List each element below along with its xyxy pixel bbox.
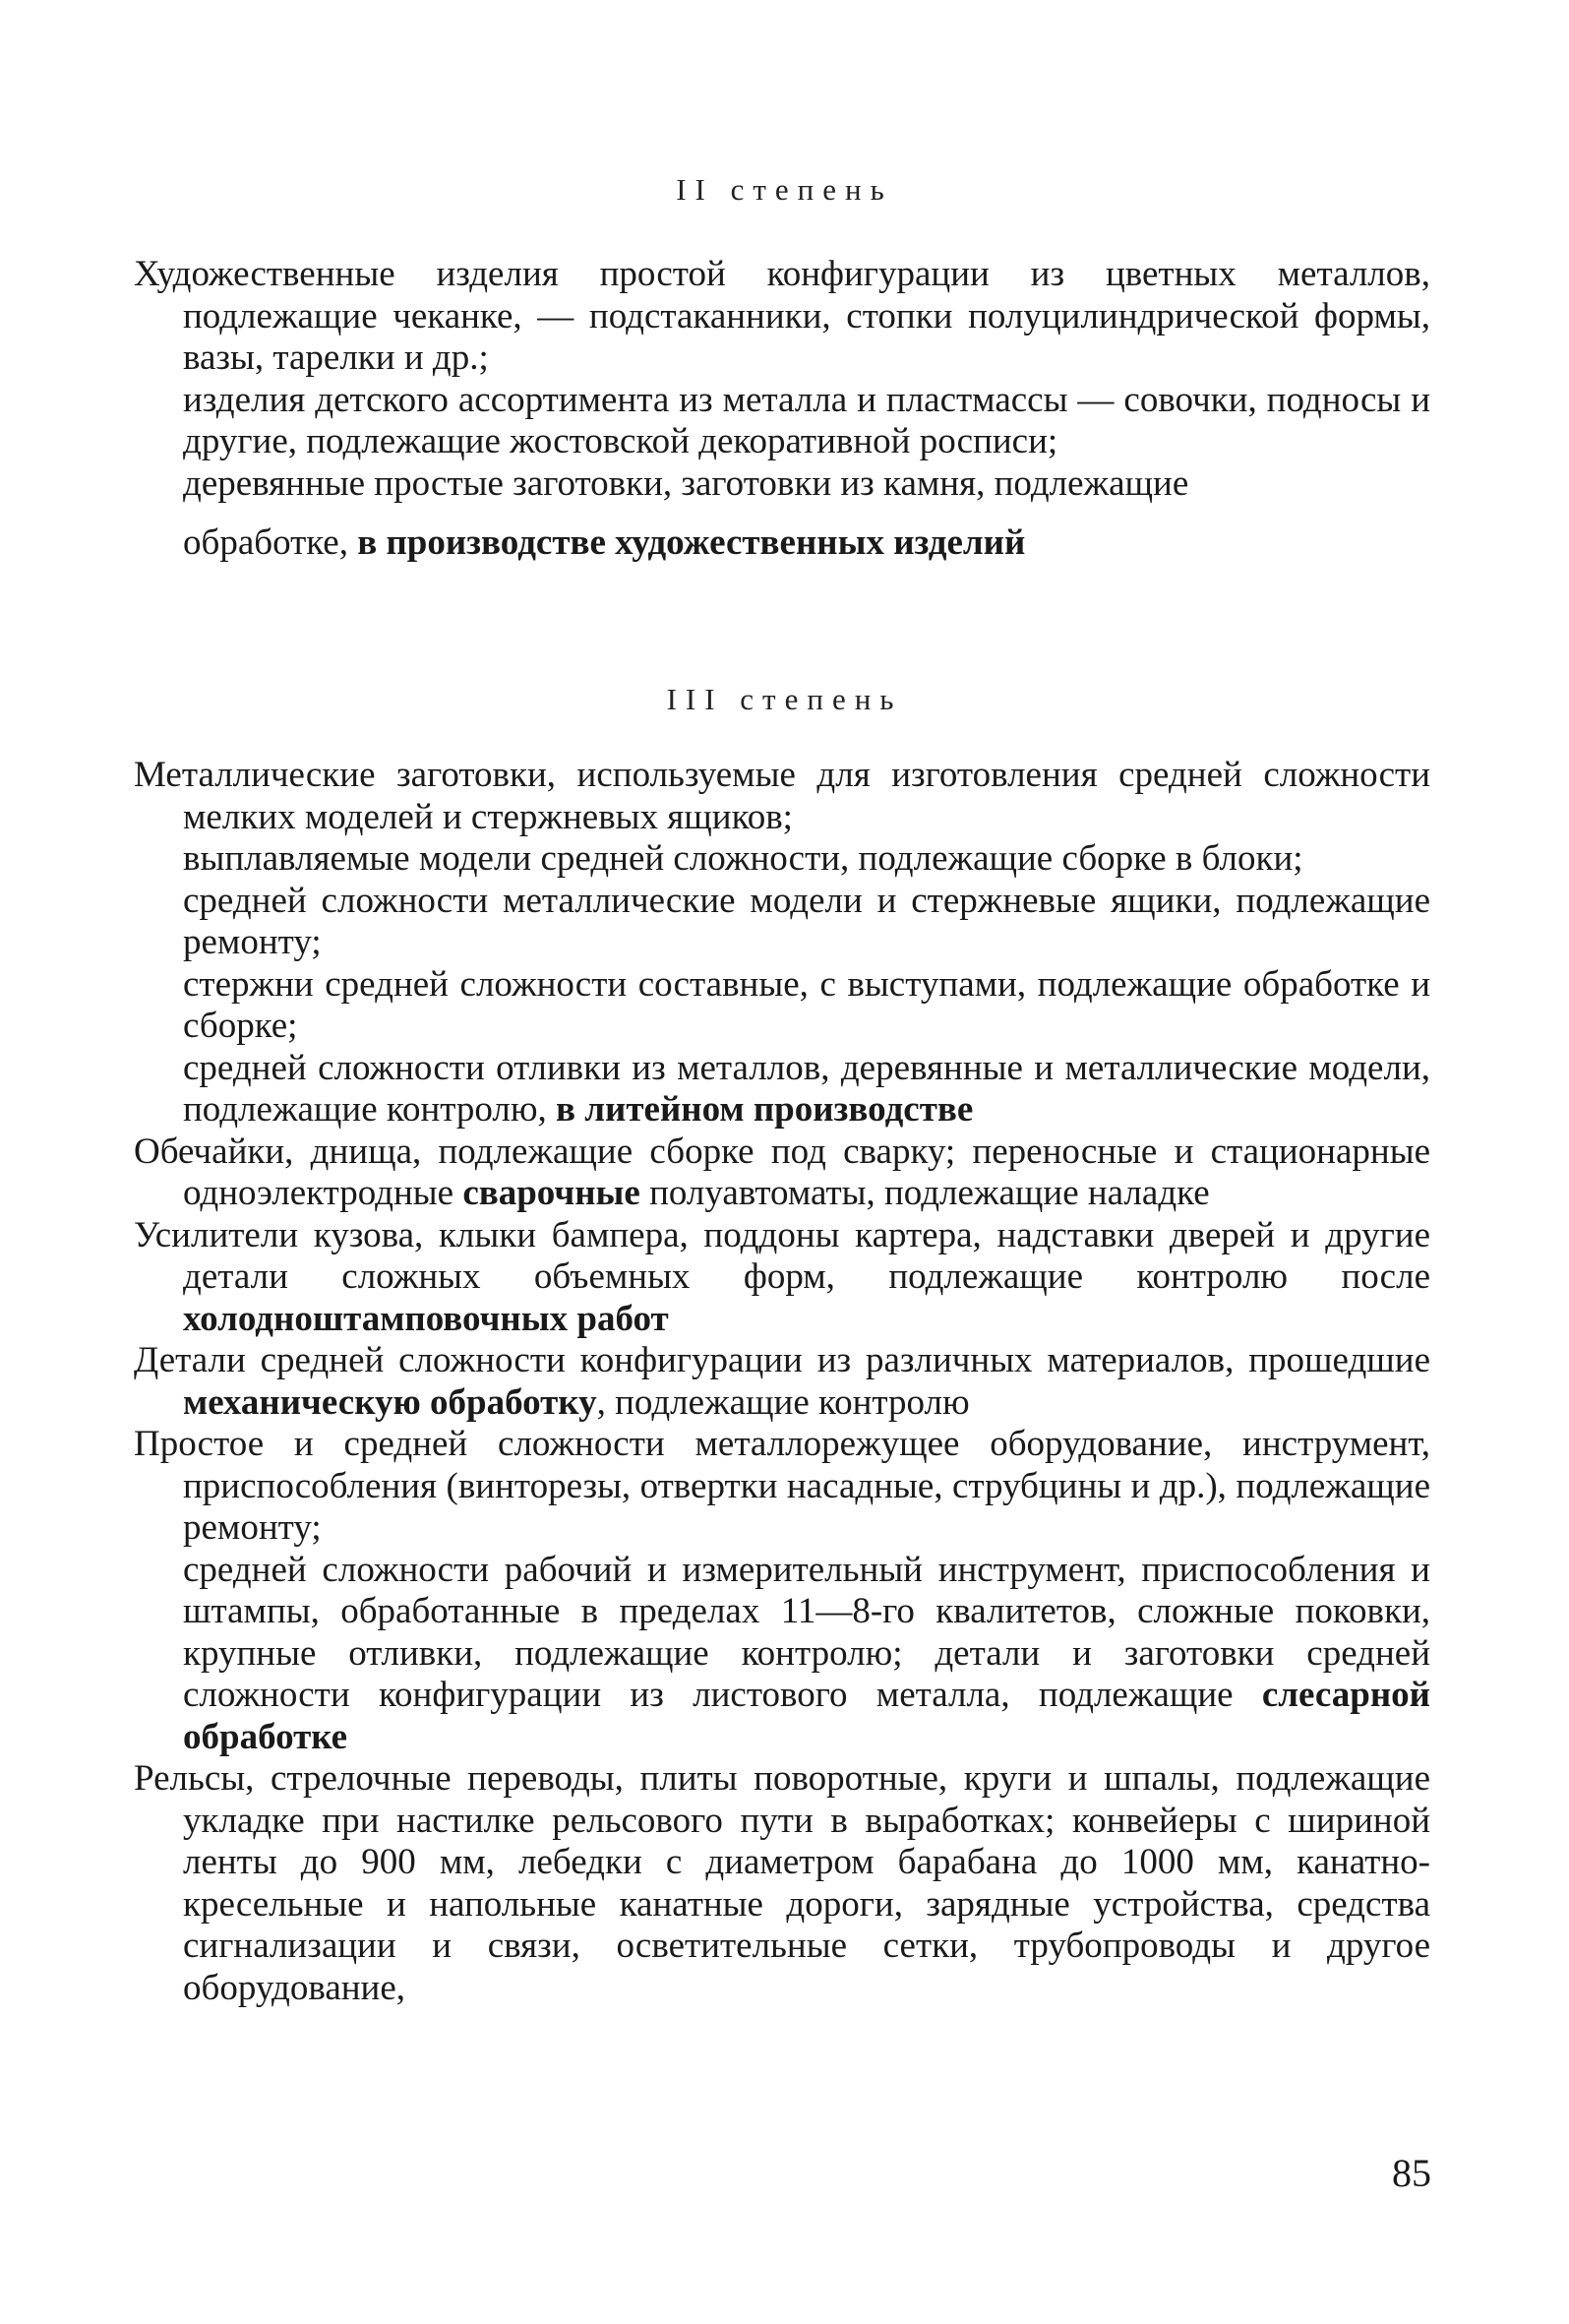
paragraph (134, 1131, 1430, 1215)
paragraph: средней сложности металлические модели и стержневые ящики, подлежащие ремонту; (183, 880, 1430, 962)
paragraph: Простое и средней сложности металлорежущее оборудование, инструмент, приспособления (винторезы, отвертки насадные, струбцины и др.), подлежащие ремонту; (134, 1424, 1430, 1548)
paragraph-line (183, 522, 1430, 565)
bold-term: механическую обработку (183, 1381, 597, 1423)
paragraph (134, 1048, 1430, 1131)
paragraph-text: средней сложности рабочий и измерительный инструмент, приспособления и штампы, обработанные в пределах 11—8-го квалитетов, сложные поковки, крупные отливки, подлежащие контролю; детали и заготовки средней сложности конфигурации из листового металла, подлежащие (183, 1549, 1430, 1715)
paragraph (134, 1215, 1430, 1341)
heading-degree-3: III степень (666, 682, 903, 716)
paragraph: Металлические заготовки, используемые для изготовления средней сложности мелких моделей и стержневых ящиков; (134, 755, 1430, 837)
paragraph-text: , подлежащие контролю (596, 1381, 970, 1423)
bold-term: слесарной обработке (183, 1675, 1431, 1757)
paragraph: выплавляемые модели средней сложности, подлежащие сборке в блоки; (183, 838, 1303, 879)
bold-term: холодноштамповочных работ (183, 1298, 669, 1339)
paragraph-text: Детали средней сложности конфигурации из различных материалов, прошедшие (134, 1340, 1430, 1380)
paragraph (134, 1340, 1430, 1424)
bold-term: сварочные (462, 1173, 640, 1213)
paragraph-text: обработке, (183, 522, 348, 563)
bold-term: в литейном производстве (556, 1089, 974, 1130)
paragraph: стержни средней сложности составные, с выступами, подлежащие обработке и сборке; (183, 963, 1430, 1046)
heading-degree-2: II степень (676, 172, 893, 207)
page-number: 85 (1392, 2151, 1431, 2195)
paragraph-text: деревянные простые заготовки, заготовки из камня, подлежащие (183, 462, 1189, 504)
paragraph: Художественные изделия простой конфигурации из цветных металлов, подлежащие чеканке, — подстаканники, стопки полуцилиндрической формы, вазы, тарелки и др.; (134, 254, 1430, 378)
paragraph: изделия детского ассортимента из металла и пластмассы — совочки, подносы и другие, подлежащие жостовской декоративной росписи; (183, 379, 1430, 461)
paragraph (134, 1550, 1430, 1759)
paragraph-text: полуавтоматы, подлежащие наладке (649, 1173, 1210, 1213)
paragraph-text: Обечайки, днища, подлежащие сборке под сварку; переносные и стационарные одноэлектродные (134, 1131, 1430, 1213)
paragraph: Рельсы, стрелочные переводы, плиты поворотные, круги и шпалы, подлежащие укладке при настилке рельсового пути в выработках; конвейеры с шириной ленты до 900 мм, лебедки с диаметром барабана до 1000 мм, канатно-кресельные и напольные канатные дороги, зарядные устройства, средства сигнализации и связи, осветительные сетки, трубопроводы и другое оборудование, (134, 1758, 1430, 2008)
section-degree-2 (134, 254, 1430, 565)
paragraph-text: средней сложности отливки из металлов, деревянные и металлические модели, подлежащие контролю, (183, 1047, 1430, 1130)
bold-term: в производстве художественных изделий (357, 522, 1026, 563)
paragraph-text: Усилители кузова, клыки бампера, поддоны картера, надставки дверей и другие детали сложных объемных форм, подлежащие контролю после (134, 1214, 1430, 1297)
paragraph (134, 463, 1430, 565)
section-degree-3 (134, 755, 1430, 2009)
